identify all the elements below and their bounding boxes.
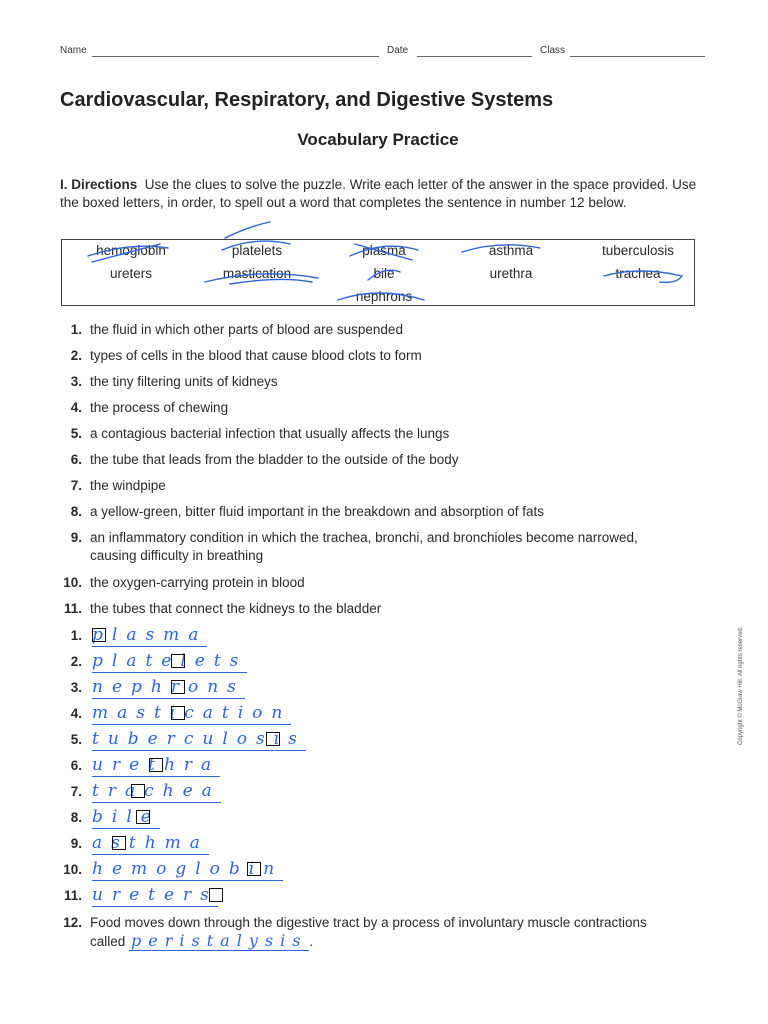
class-field[interactable] (570, 56, 705, 57)
clue-text: the tiny filtering units of kidneys (90, 374, 278, 389)
clue-text: the tube that leads from the bladder to the outside of the body (90, 452, 459, 467)
answer-number: 10. (63, 862, 82, 877)
word-bank (61, 239, 695, 306)
answer-field[interactable]: plasma (92, 625, 208, 645)
word-bank-item: ureters (109, 266, 153, 281)
clue-number: 8. (70, 504, 82, 519)
letter-box (171, 654, 185, 668)
letter-box (266, 732, 280, 746)
word-bank-item: plasma (362, 243, 406, 258)
clue-text: the process of chewing (90, 400, 229, 415)
directions (60, 176, 700, 211)
name-label: Name (60, 45, 87, 56)
clue-text: the tubes that connect the kidneys to the bladder (90, 601, 382, 616)
question-end-punct: . (309, 933, 314, 949)
answer-field[interactable]: urethra (92, 755, 221, 775)
name-field[interactable] (92, 56, 379, 57)
word-bank-item: nephrons (355, 289, 413, 304)
clue-text: the windpipe (90, 478, 166, 493)
word-bank-item: urethra (489, 266, 533, 281)
clue-text: the fluid in which other parts of blood are suspended (90, 322, 403, 337)
answer-field[interactable]: ureters (92, 885, 218, 905)
page-title: Cardiovascular, Respiratory, and Digestive Systems (60, 89, 554, 111)
clue-text: a yellow-green, bitter fluid important in the breakdown and absorption of fats (90, 504, 545, 519)
word-bank-item: trachea (615, 266, 661, 281)
word-bank-item: platelets (231, 243, 283, 258)
letter-box (149, 758, 163, 772)
student-info-header (60, 45, 705, 61)
directions-text: Use the clues to solve the puzzle. Write each letter of the answer in the space provided. Use the boxed letters, in order, to spell out a word that completes the sentence in number 12 below. (60, 177, 697, 210)
letter-box (92, 628, 106, 642)
question-text: Food moves down through the digestive tract by a process of involuntary muscle contractions called (90, 915, 647, 949)
clue-text: types of cells in the blood that cause blood clots to form (90, 348, 422, 363)
clue-text: an inflammatory condition in which the trachea, bronchi, and bronchioles become narrowed, causing difficulty in breathing (90, 530, 638, 563)
answer-number: 11. (63, 888, 82, 903)
clue-number: 10. (63, 575, 82, 590)
question-text-wrap (90, 914, 670, 950)
clue-number: 1. (70, 322, 82, 337)
answer-number: 2. (70, 654, 82, 669)
answer-field[interactable]: hemoglobin (92, 859, 284, 879)
letter-box (136, 810, 150, 824)
copyright-notice: Copyright © McGraw Hill. All rights reserved. (738, 626, 744, 745)
letter-box (171, 680, 185, 694)
answer-field[interactable]: platelets (92, 651, 248, 671)
word-bank-item: asthma (488, 243, 534, 258)
word-bank-item: tuberculosis (601, 243, 675, 258)
word-bank-item: hemoglobin (96, 243, 166, 258)
clue-number: 3. (70, 374, 82, 389)
directions-label: I. Directions (60, 177, 138, 192)
answer-number: 3. (70, 680, 82, 695)
letter-box (112, 836, 126, 850)
answer-number: 7. (70, 784, 82, 799)
answer-field[interactable]: trachea (92, 781, 221, 801)
clue-number: 9. (70, 530, 82, 545)
clue-text: the oxygen-carrying protein in blood (90, 575, 305, 590)
clue-number: 2. (70, 348, 82, 363)
answer-number: 8. (70, 810, 82, 825)
class-label: Class (540, 45, 566, 56)
clue-text: a contagious bacterial infection that usually affects the lungs (90, 426, 450, 441)
answer-number: 1. (70, 628, 82, 643)
letter-box (171, 706, 185, 720)
word-bank-item: bile (373, 266, 395, 281)
answer-field[interactable]: asthma (92, 833, 209, 853)
answer-number: 4. (70, 706, 82, 721)
letter-box (131, 784, 145, 798)
answer-field[interactable]: nephrons (92, 677, 245, 697)
question-number: 12. (63, 915, 82, 930)
answer-number: 6. (70, 758, 82, 773)
answer-number: 9. (70, 836, 82, 851)
date-field[interactable] (417, 56, 532, 57)
page-subtitle: Vocabulary Practice (297, 130, 459, 149)
answer-field[interactable]: bile (92, 807, 160, 827)
date-label: Date (387, 45, 409, 56)
word-bank-item: mastication (222, 266, 292, 281)
answer-field[interactable]: mastication (92, 703, 292, 723)
clue-number: 4. (70, 400, 82, 415)
clue-number: 6. (70, 452, 82, 467)
clue-number: 7. (70, 478, 82, 493)
letter-box (209, 888, 223, 902)
answer-field[interactable]: tuberculosis (92, 729, 306, 749)
clue-number: 5. (70, 426, 82, 441)
letter-box (247, 862, 261, 876)
question-answer-field[interactable]: peristalysis (131, 930, 308, 950)
answer-number: 5. (70, 732, 82, 747)
clue-number: 11. (63, 601, 82, 616)
